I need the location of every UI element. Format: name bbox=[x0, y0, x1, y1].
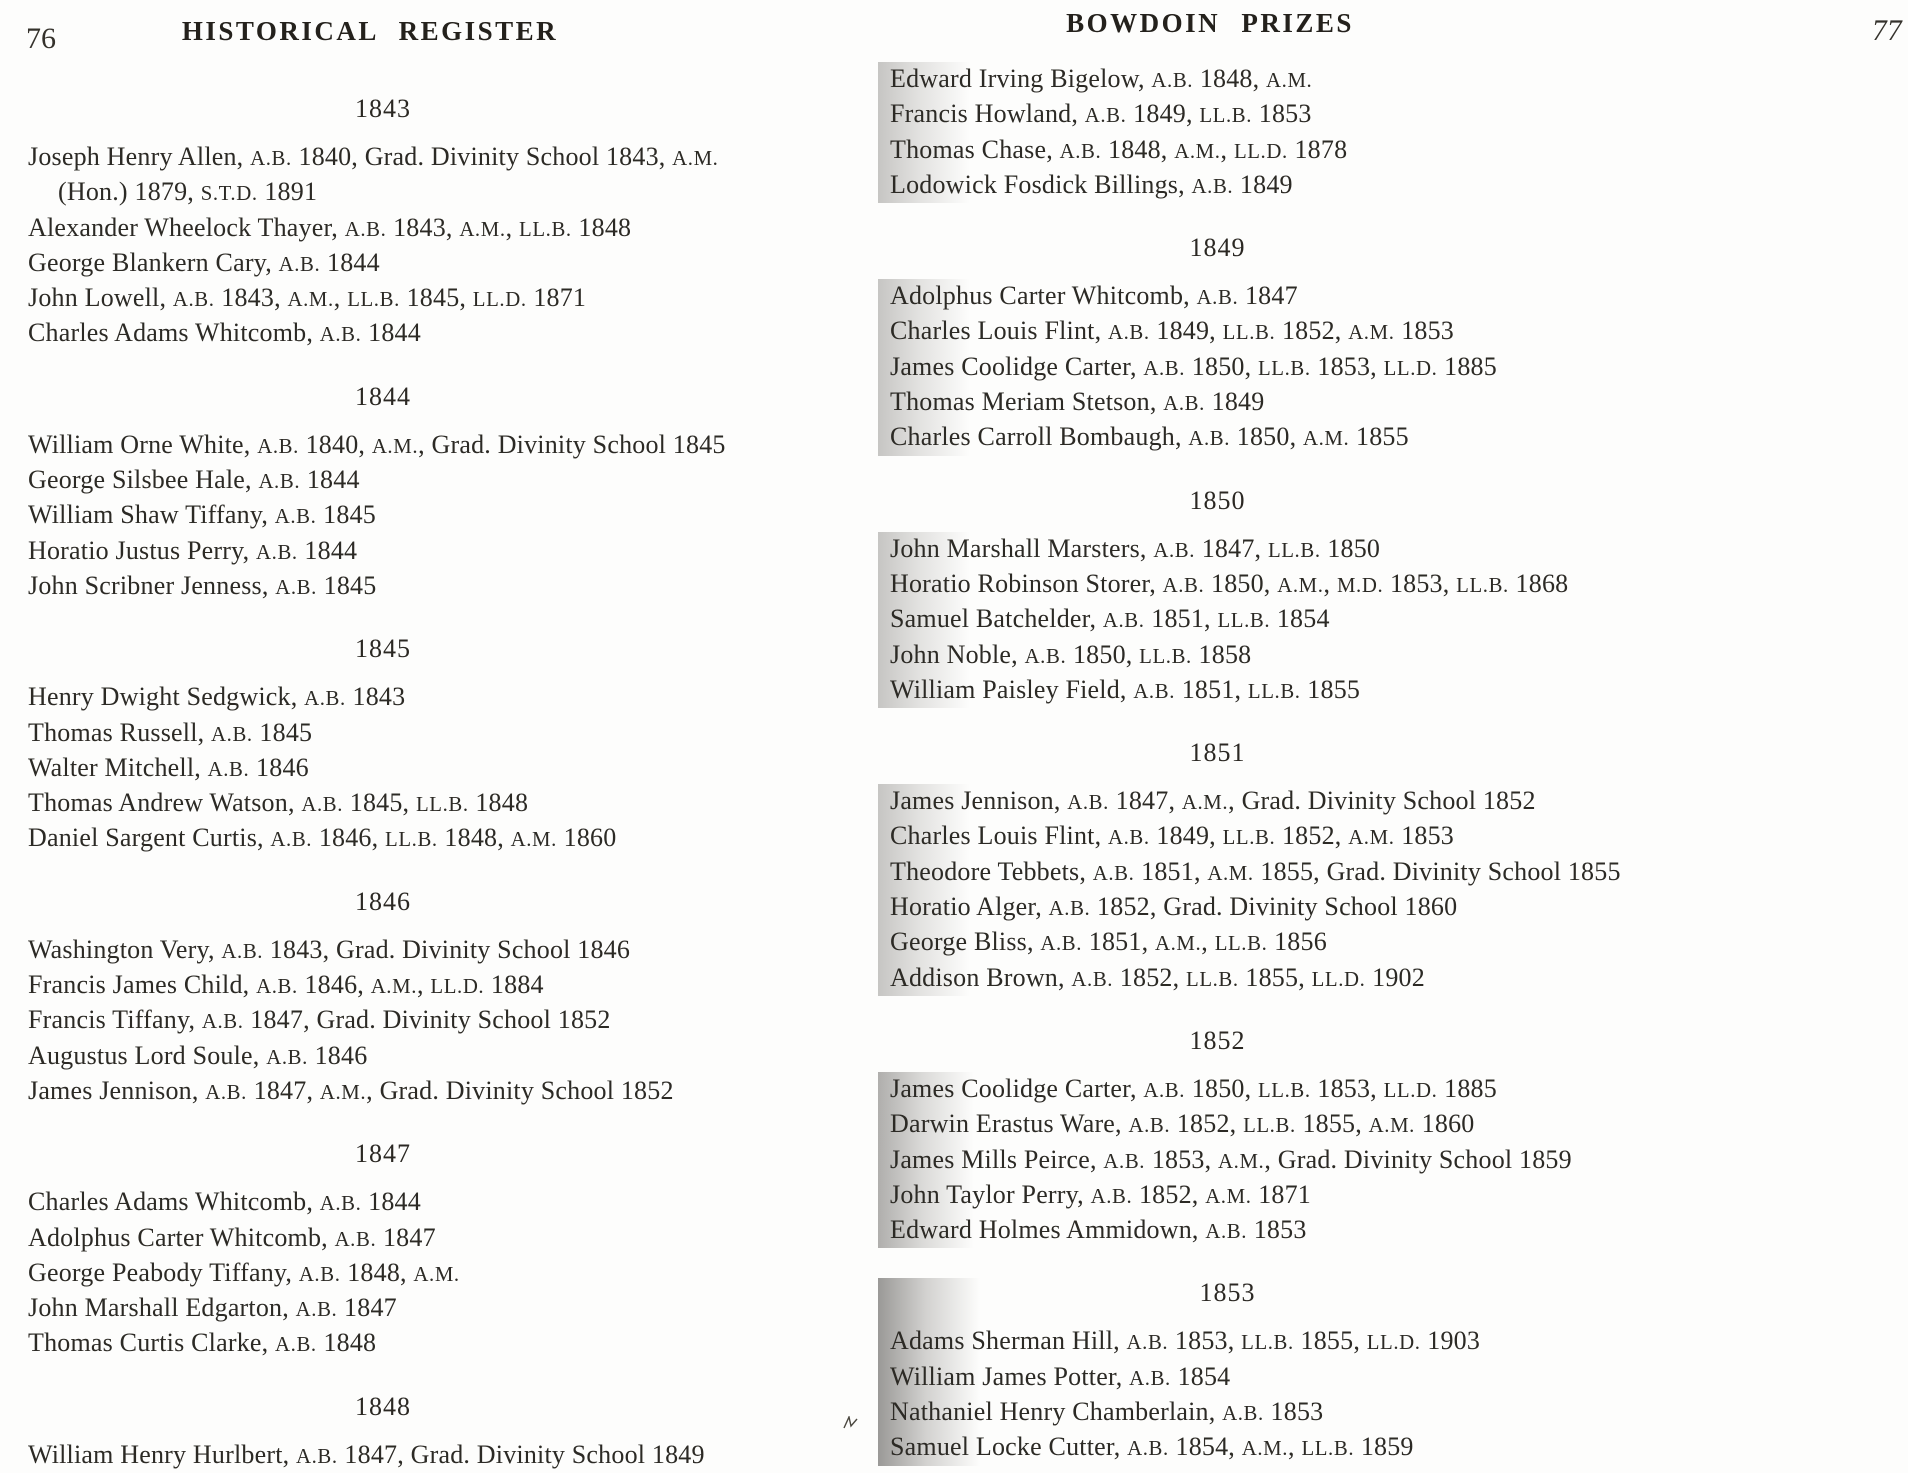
register-entry: Francis Howland, A.B. 1849, LL.B. 1853 bbox=[890, 99, 1312, 129]
year-heading: 1851 bbox=[1189, 738, 1246, 768]
register-entry: Samuel Batchelder, A.B. 1851, LL.B. 1854 bbox=[890, 604, 1330, 634]
register-entry: Edward Holmes Ammidown, A.B. 1853 bbox=[890, 1215, 1307, 1245]
year-heading: 1848 bbox=[355, 1391, 411, 1421]
register-entry: William Paisley Field, A.B. 1851, LL.B. 1855 bbox=[890, 674, 1361, 704]
register-entry: Adolphus Carter Whitcomb, A.B. 1847 bbox=[890, 281, 1298, 311]
year-heading: 1850 bbox=[1189, 485, 1246, 515]
register-entry: James Mills Peirce, A.B. 1853, A.M., Grad. Divinity School 1859 bbox=[890, 1144, 1572, 1174]
left-page-title: HISTORICAL REGISTER bbox=[181, 16, 559, 46]
year-heading: 1849 bbox=[1189, 233, 1246, 263]
register-entry: James Jennison, A.B. 1847, A.M., Grad. Divinity School 1852 bbox=[890, 786, 1536, 816]
register-entry: Thomas Chase, A.B. 1848, A.M., LL.D. 1878 bbox=[890, 134, 1348, 164]
register-entry: George Silsbee Hale, A.B. 1844 bbox=[28, 465, 360, 495]
register-entry: John Scribner Jenness, A.B. 1845 bbox=[28, 570, 377, 600]
register-entry: William James Potter, A.B. 1854 bbox=[890, 1361, 1231, 1391]
register-entry: Augustus Lord Soule, A.B. 1846 bbox=[28, 1040, 368, 1070]
register-entry: Addison Brown, A.B. 1852, LL.B. 1855, LL.D. 1902 bbox=[890, 962, 1425, 992]
register-entry: Edward Irving Bigelow, A.B. 1848, A.M. bbox=[890, 64, 1313, 93]
register-entry: Charles Adams Whitcomb, A.B. 1844 bbox=[28, 1187, 421, 1217]
left-page bbox=[0, 0, 860, 1469]
register-entry: Horatio Robinson Storer, A.B. 1850, A.M., M.D. 1853, LL.B. 1868 bbox=[890, 568, 1569, 598]
year-heading: 1853 bbox=[1199, 1278, 1256, 1308]
year-section-1844 bbox=[28, 382, 738, 604]
register-entry: Thomas Meriam Stetson, A.B. 1849 bbox=[890, 387, 1265, 417]
register-entry: Charles Louis Flint, A.B. 1849, LL.B. 1852, A.M. 1853 bbox=[890, 821, 1454, 851]
register-entry: Walter Mitchell, A.B. 1846 bbox=[28, 752, 309, 782]
register-entry: Charles Adams Whitcomb, A.B. 1844 bbox=[28, 318, 421, 348]
year-heading: 1847 bbox=[355, 1139, 411, 1169]
register-entry: James Jennison, A.B. 1847, A.M., Grad. Divinity School 1852 bbox=[28, 1075, 674, 1105]
year-section-continued bbox=[880, 62, 1890, 203]
register-entry: William Henry Hurlbert, A.B. 1847, Grad. Divinity School 1849 bbox=[28, 1439, 705, 1469]
year-section-1850 bbox=[880, 486, 1890, 708]
register-entry: Adolphus Carter Whitcomb, A.B. 1847 bbox=[28, 1222, 436, 1252]
entries-block bbox=[890, 1324, 1890, 1465]
entries-block bbox=[878, 62, 1890, 203]
year-section-1852 bbox=[880, 1026, 1890, 1248]
register-entry: John Marshall Marsters, A.B. 1847, LL.B. 1850 bbox=[890, 533, 1381, 563]
year-section-1848 bbox=[28, 1392, 738, 1473]
year-section-1851 bbox=[880, 738, 1890, 996]
entries-block bbox=[28, 933, 738, 1109]
register-entry: Joseph Henry Allen, A.B. 1840, Grad. Divinity School 1843, A.M. (Hon.) 1879, S.T.D. 1891 bbox=[28, 142, 719, 207]
entries-block bbox=[28, 140, 738, 352]
year-heading: 1852 bbox=[1189, 1025, 1246, 1055]
register-entry: Alexander Wheelock Thayer, A.B. 1843, A.M., LL.B. 1848 bbox=[28, 212, 632, 242]
year-section-1843 bbox=[28, 94, 738, 352]
register-entry: John Marshall Edgarton, A.B. 1847 bbox=[28, 1293, 397, 1323]
register-entry: Horatio Alger, A.B. 1852, Grad. Divinity School 1860 bbox=[890, 892, 1458, 922]
year-section-1846 bbox=[28, 887, 738, 1109]
register-entry: Daniel Sargent Curtis, A.B. 1846, LL.B. 1848, A.M. 1860 bbox=[28, 823, 617, 853]
register-entry: Lodowick Fosdick Billings, A.B. 1849 bbox=[890, 169, 1293, 199]
right-page bbox=[860, 0, 1908, 1462]
register-entry: Thomas Russell, A.B. 1845 bbox=[28, 717, 313, 747]
right-page-title: BOWDOIN PRIZES bbox=[1066, 8, 1354, 38]
year-heading: 1846 bbox=[355, 886, 411, 916]
register-entry: William Orne White, A.B. 1840, A.M., Grad. Divinity School 1845 bbox=[28, 429, 726, 459]
register-entry: Thomas Curtis Clarke, A.B. 1848 bbox=[28, 1328, 377, 1358]
register-entry: George Blankern Cary, A.B. 1844 bbox=[28, 247, 380, 277]
right-page-number: 77 bbox=[1869, 14, 1905, 47]
register-entry: Samuel Locke Cutter, A.B. 1854, A.M., LL.B. 1859 bbox=[890, 1432, 1414, 1462]
register-entry: Francis James Child, A.B. 1846, A.M., LL.D. 1884 bbox=[28, 970, 544, 1000]
year-section-1849 bbox=[880, 233, 1890, 455]
register-entry: John Noble, A.B. 1850, LL.B. 1858 bbox=[890, 639, 1252, 669]
register-entry: Henry Dwight Sedgwick, A.B. 1843 bbox=[28, 682, 406, 712]
entries-block bbox=[878, 532, 1890, 708]
year-section-1853 bbox=[878, 1278, 1890, 1465]
register-entry: Washington Very, A.B. 1843, Grad. Divinity School 1846 bbox=[28, 934, 631, 964]
register-entry: Theodore Tebbets, A.B. 1851, A.M. 1855, Grad. Divinity School 1855 bbox=[890, 856, 1621, 886]
scan-artifact-mark bbox=[843, 1416, 859, 1430]
register-entry: Darwin Erastus Ware, A.B. 1852, LL.B. 1855, A.M. 1860 bbox=[890, 1109, 1475, 1139]
register-entry: William Shaw Tiffany, A.B. 1845 bbox=[28, 500, 376, 530]
entries-block bbox=[28, 680, 738, 856]
entries-block bbox=[878, 1072, 1890, 1248]
year-heading: 1843 bbox=[355, 94, 411, 123]
entries-block bbox=[878, 784, 1890, 996]
left-register-column bbox=[28, 64, 738, 1473]
register-entry: Charles Carroll Bombaugh, A.B. 1850, A.M. 1855 bbox=[890, 422, 1409, 452]
register-entry: John Lowell, A.B. 1843, A.M., LL.B. 1845, LL.D. 1871 bbox=[28, 283, 587, 313]
register-entry: Horatio Justus Perry, A.B. 1844 bbox=[28, 535, 358, 565]
entries-block bbox=[28, 1185, 738, 1361]
register-entry: John Taylor Perry, A.B. 1852, A.M. 1871 bbox=[890, 1179, 1311, 1209]
register-entry: Francis Tiffany, A.B. 1847, Grad. Divinity School 1852 bbox=[28, 1005, 611, 1035]
year-heading: 1845 bbox=[355, 634, 411, 664]
register-entry: James Coolidge Carter, A.B. 1850, LL.B. 1853, LL.D. 1885 bbox=[890, 1073, 1497, 1103]
entries-block bbox=[878, 279, 1890, 455]
left-page-number: 76 bbox=[26, 22, 56, 55]
right-register-column bbox=[880, 62, 1890, 1466]
register-entry: Charles Louis Flint, A.B. 1849, LL.B. 1852, A.M. 1853 bbox=[890, 316, 1454, 346]
register-entry: Adams Sherman Hill, A.B. 1853, LL.B. 1855, LL.D. 1903 bbox=[890, 1326, 1481, 1356]
register-entry: Thomas Andrew Watson, A.B. 1845, LL.B. 1848 bbox=[28, 788, 529, 818]
register-entry: Nathaniel Henry Chamberlain, A.B. 1853 bbox=[890, 1397, 1324, 1427]
register-entry: George Bliss, A.B. 1851, A.M., LL.B. 1856 bbox=[890, 927, 1327, 957]
register-entry: James Coolidge Carter, A.B. 1850, LL.B. 1853, LL.D. 1885 bbox=[890, 351, 1497, 381]
year-section-1847 bbox=[28, 1139, 738, 1361]
entries-block bbox=[28, 428, 738, 604]
register-entry: George Peabody Tiffany, A.B. 1848, A.M. bbox=[28, 1257, 460, 1287]
year-section-1845 bbox=[28, 634, 738, 856]
entries-block bbox=[28, 1438, 738, 1473]
year-heading: 1844 bbox=[355, 381, 411, 411]
